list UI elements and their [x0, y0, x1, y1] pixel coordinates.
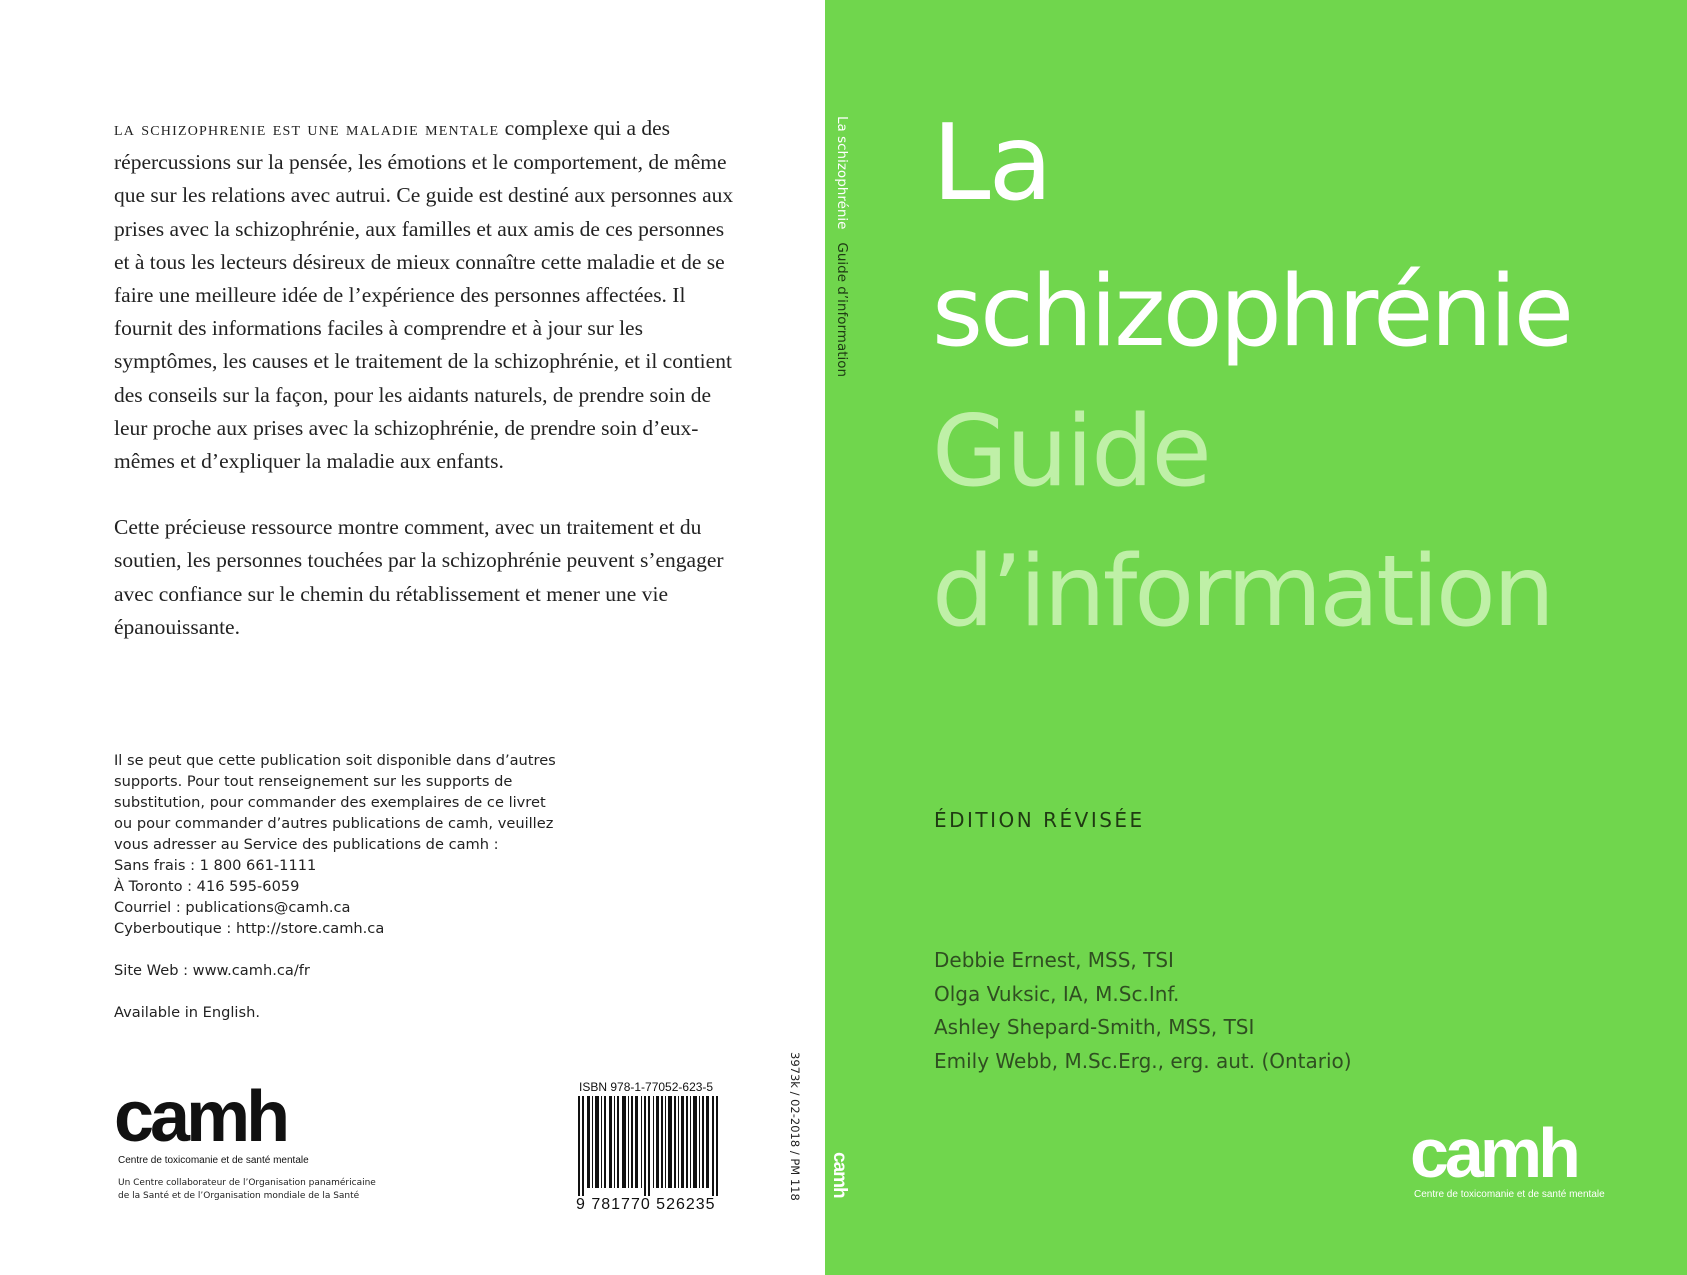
availability-line: substitution, pour commander des exemplaires de ce livret: [114, 794, 546, 811]
availability-line: supports. Pour tout renseignement sur les supports de: [114, 773, 513, 790]
document-reference: 3973k / 02-2018 / PM 118: [788, 1052, 802, 1201]
back-cover-blurb: [114, 112, 734, 644]
spine-title: [834, 116, 850, 377]
availability-line: vous adresser au Service des publications de camh :: [114, 836, 499, 853]
collaborator-line: de la Santé et de l’Organisation mondiale de la Santé: [118, 1191, 360, 1201]
who-collaborator-note: [118, 1177, 418, 1203]
title-line-2: schizophrénie: [932, 255, 1572, 369]
barcode-icon: [578, 1096, 723, 1196]
collaborator-line: Un Centre collaborateur de l’Organisation panaméricaine: [118, 1178, 376, 1188]
toll-free-phone: Sans frais : 1 800 661-1111: [114, 857, 317, 874]
availability-line: Il se peut que cette publication soit disponible dans d’autres: [114, 752, 556, 769]
spine-subtitle: Guide d’information: [834, 242, 850, 378]
email-contact: Courriel : publications@camh.ca: [114, 899, 351, 916]
author-list: [934, 944, 1352, 1078]
author-name: Ashley Shepard-Smith, MSS, TSI: [934, 1015, 1255, 1039]
edition-label: ÉDITION RÉVISÉE: [934, 808, 1145, 832]
author-name: Debbie Ernest, MSS, TSI: [934, 948, 1174, 972]
author-name: Olga Vuksic, IA, M.Sc.Inf.: [934, 981, 1180, 1006]
barcode-number: 9 781770 526235: [576, 1196, 716, 1213]
camh-logo-front: camh: [1410, 1114, 1577, 1192]
availability-info: [114, 750, 594, 1023]
blurb-lead-in: la schizophrenie est une maladie mentale: [114, 118, 500, 140]
subtitle-line-2: d’information: [932, 535, 1552, 649]
camh-logo-back-subtitle: Centre de toxicomanie et de santé mentale: [118, 1155, 309, 1166]
blurb-paragraph-1-text: complexe qui a des répercussions sur la pensée, les émotions et le comportement, de même que sur les relations avec autrui. Ce guide est destiné aux personnes aux prises avec la schizophrénie, aux familles et aux amis de ces personnes et à tous les lecteurs désireux de mieux connaître cette maladie et de se faire une meilleure idée de l’expérience des personnes affectées. Il fournit des informations faciles à comprendre et à jour sur les symptômes, les causes et le traitement de la schizophrénie, et il contient des conseils sur la façon, pour les aidants naturels, de prendre soin de leur proche aux prises avec la schizophrénie, de prendre soin d’eux-mêmes et d’expliquer la maladie aux enfants.: [114, 116, 734, 474]
online-store: Cyberboutique : http://store.camh.ca: [114, 920, 385, 937]
english-availability-note: Available in English.: [114, 1004, 260, 1021]
camh-logo-spine: camh: [829, 1152, 850, 1198]
camh-logo-front-subtitle: Centre de toxicomanie et de santé mentale: [1414, 1189, 1605, 1200]
availability-line: ou pour commander d’autres publications de camh, veuillez: [114, 815, 554, 832]
spine-title-main: La schizophrénie: [834, 116, 850, 230]
title-line-1: La: [932, 102, 1051, 224]
toronto-phone: À Toronto : 416 595-6059: [114, 878, 300, 895]
blurb-paragraph-1: [114, 112, 734, 478]
subtitle-line-1: Guide: [932, 395, 1210, 509]
author-name: Emily Webb, M.Sc.Erg., erg. aut. (Ontario): [934, 1048, 1352, 1073]
website: Site Web : www.camh.ca/fr: [114, 962, 310, 979]
isbn-label: ISBN 978-1-77052-623-5: [579, 1080, 714, 1094]
blurb-paragraph-2: Cette précieuse ressource montre comment, avec un traitement et du soutien, les personnes touchées par la schizophrénie peuvent s’engager avec confiance sur le chemin du rétablissement et mener une vie épanouissante.: [114, 515, 724, 639]
camh-logo-back: camh: [114, 1077, 287, 1157]
